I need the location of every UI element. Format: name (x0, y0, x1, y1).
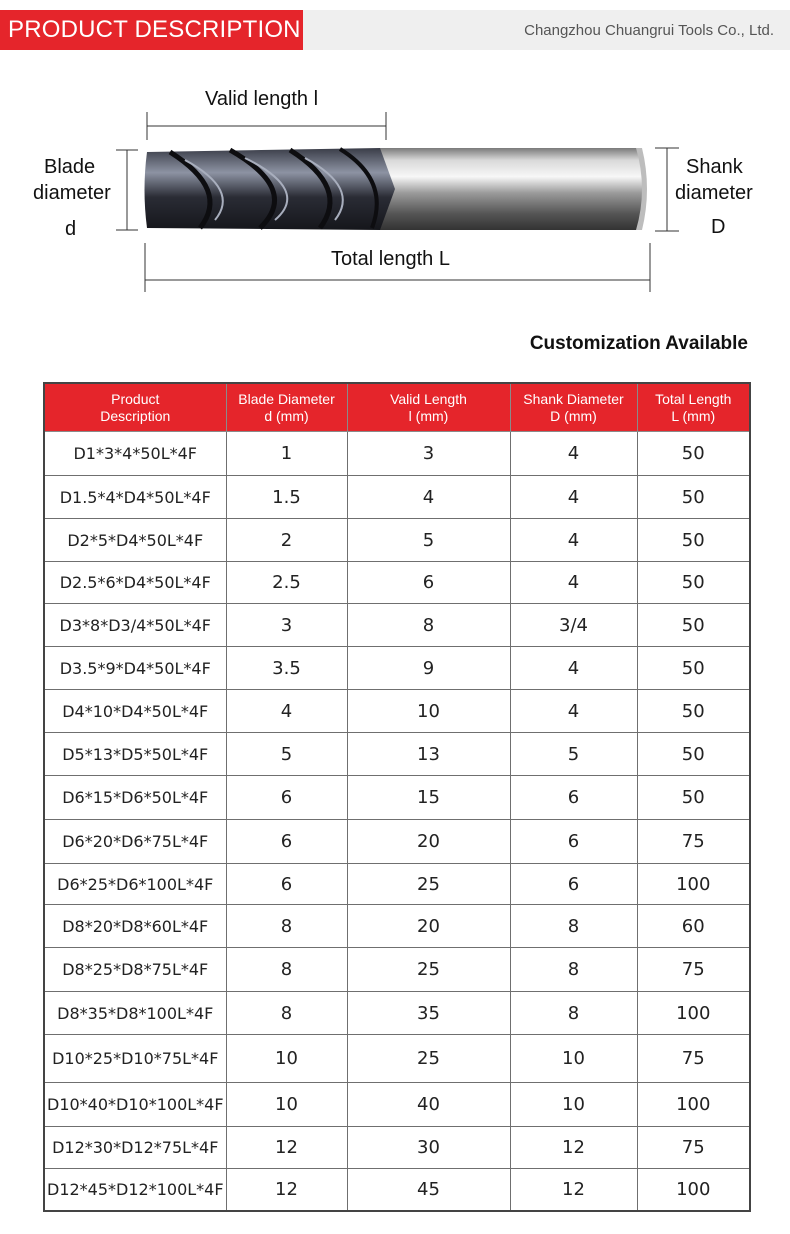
header-shank-diameter (510, 383, 637, 432)
shank-diameter-cell: 8 (510, 948, 637, 992)
blade-label-symbol: d (65, 218, 77, 240)
shank-diameter-cell: 6 (510, 864, 637, 905)
blade-diameter-cell: 10 (226, 1035, 347, 1083)
shank-label-line2: diameter (675, 182, 753, 204)
product-description-cell: D6*15*D6*50L*4F (44, 776, 226, 820)
table-row (44, 562, 750, 604)
shank-diameter-cell: 8 (510, 905, 637, 948)
total-length-cell: 75 (637, 948, 750, 992)
header-line: Total Length (655, 390, 732, 407)
shank-label-symbol: D (711, 216, 726, 238)
shank-diameter-cell: 4 (510, 647, 637, 690)
header-line: Description (100, 407, 171, 424)
blade-diameter-cell: 10 (226, 1083, 347, 1127)
header-bar (0, 10, 790, 50)
header-valid-length (347, 383, 510, 432)
total-length-cell: 50 (637, 647, 750, 690)
blade-diameter-cell: 4 (226, 690, 347, 733)
product-description-cell: D4*10*D4*50L*4F (44, 690, 226, 733)
shank-diameter-cell: 4 (510, 476, 637, 519)
total-length-cell: 75 (637, 1035, 750, 1083)
table-row (44, 1083, 750, 1127)
blade-diameter-cell: 6 (226, 864, 347, 905)
blade-diameter-cell: 8 (226, 992, 347, 1035)
customization-note: Customization Available (529, 333, 748, 354)
table-body (44, 432, 750, 1211)
product-description-cell: D12*30*D12*75L*4F (44, 1127, 226, 1169)
header-line: Blade Diameter (238, 390, 335, 407)
total-length-cell: 100 (637, 992, 750, 1035)
blade-diameter-cell: 3 (226, 604, 347, 647)
header-line: Product (111, 390, 160, 407)
blade-diameter-cell: 8 (226, 948, 347, 992)
table-row (44, 864, 750, 905)
product-description-cell: D2.5*6*D4*50L*4F (44, 562, 226, 604)
table-row (44, 820, 750, 864)
header-line: Valid Length (390, 390, 467, 407)
blade-diameter-cell: 6 (226, 820, 347, 864)
valid-length-cell: 30 (347, 1127, 510, 1169)
valid-length-label: Valid length l (205, 88, 319, 110)
total-length-cell: 100 (637, 1169, 750, 1211)
shank-diameter-cell: 3/4 (510, 604, 637, 647)
header-total-length (637, 383, 750, 432)
header-line: D (mm) (550, 407, 597, 424)
product-description-cell: D8*20*D8*60L*4F (44, 905, 226, 948)
valid-length-cell: 8 (347, 604, 510, 647)
total-length-label: Total length L (331, 248, 450, 270)
valid-length-cell: 35 (347, 992, 510, 1035)
valid-length-cell: 45 (347, 1169, 510, 1211)
valid-length-cell: 40 (347, 1083, 510, 1127)
total-length-cell: 50 (637, 562, 750, 604)
table-row (44, 776, 750, 820)
shank-label-line1: Shank (686, 156, 743, 178)
shank-diameter-cell: 10 (510, 1083, 637, 1127)
total-length-cell: 60 (637, 905, 750, 948)
shank-diameter-cell: 4 (510, 690, 637, 733)
table-header-row (44, 383, 750, 432)
total-length-cell: 50 (637, 733, 750, 776)
table-row (44, 1127, 750, 1169)
table-row (44, 519, 750, 562)
spec-table (43, 382, 751, 1212)
table-row (44, 690, 750, 733)
total-length-cell: 100 (637, 864, 750, 905)
valid-length-cell: 20 (347, 905, 510, 948)
product-description-cell: D6*25*D6*100L*4F (44, 864, 226, 905)
shank-diameter-cell: 6 (510, 820, 637, 864)
shank-diameter-cell: 4 (510, 562, 637, 604)
valid-length-cell: 13 (347, 733, 510, 776)
total-length-cell: 100 (637, 1083, 750, 1127)
product-description-cell: D3.5*9*D4*50L*4F (44, 647, 226, 690)
company-name: Changzhou Chuangrui Tools Co., Ltd. (524, 22, 774, 39)
total-length-cell: 50 (637, 519, 750, 562)
header-line: l (mm) (408, 407, 449, 424)
product-description-cell: D2*5*D4*50L*4F (44, 519, 226, 562)
table-row (44, 476, 750, 519)
total-length-cell: 50 (637, 776, 750, 820)
valid-length-cell: 25 (347, 1035, 510, 1083)
blade-diameter-cell: 6 (226, 776, 347, 820)
valid-length-cell: 20 (347, 820, 510, 864)
valid-length-cell: 5 (347, 519, 510, 562)
product-description-cell: D5*13*D5*50L*4F (44, 733, 226, 776)
header-line: L (mm) (671, 407, 716, 424)
valid-length-cell: 6 (347, 562, 510, 604)
blade-diameter-cell: 5 (226, 733, 347, 776)
product-description-cell: D10*25*D10*75L*4F (44, 1035, 226, 1083)
valid-length-cell: 3 (347, 432, 510, 476)
valid-length-cell: 10 (347, 690, 510, 733)
valid-length-cell: 25 (347, 948, 510, 992)
blade-diameter-cell: 1.5 (226, 476, 347, 519)
blade-label-line2: diameter (33, 182, 111, 204)
blade-diameter-cell: 8 (226, 905, 347, 948)
blade-diameter-cell: 12 (226, 1169, 347, 1211)
table-row (44, 905, 750, 948)
header-blade-diameter (226, 383, 347, 432)
table-row (44, 1169, 750, 1211)
header-line: d (mm) (264, 407, 309, 424)
total-length-cell: 75 (637, 820, 750, 864)
product-description-cell: D6*20*D6*75L*4F (44, 820, 226, 864)
valid-length-cell: 15 (347, 776, 510, 820)
valid-length-cell: 25 (347, 864, 510, 905)
shank-diameter-cell: 8 (510, 992, 637, 1035)
product-description-cell: D8*35*D8*100L*4F (44, 992, 226, 1035)
shank-diameter-cell: 12 (510, 1169, 637, 1211)
shank-diameter-cell: 5 (510, 733, 637, 776)
end-mill-diagram (0, 60, 790, 310)
table-row (44, 432, 750, 476)
total-length-cell: 75 (637, 1127, 750, 1169)
table-row (44, 992, 750, 1035)
total-length-cell: 50 (637, 432, 750, 476)
total-length-cell: 50 (637, 604, 750, 647)
shank-diameter-cell: 12 (510, 1127, 637, 1169)
blade-diameter-cell: 3.5 (226, 647, 347, 690)
product-description-cell: D12*45*D12*100L*4F (44, 1169, 226, 1211)
table-row (44, 604, 750, 647)
end-mill-drawing (0, 60, 790, 310)
shank-diameter-cell: 10 (510, 1035, 637, 1083)
valid-length-cell: 4 (347, 476, 510, 519)
table-row (44, 733, 750, 776)
page-title: PRODUCT DESCRIPTION (0, 10, 303, 50)
header-line: Shank Diameter (523, 390, 624, 407)
blade-diameter-cell: 2.5 (226, 562, 347, 604)
shank-diameter-cell: 4 (510, 432, 637, 476)
shank-diameter-cell: 4 (510, 519, 637, 562)
product-description-cell: D10*40*D10*100L*4F (44, 1083, 226, 1127)
valid-length-cell: 9 (347, 647, 510, 690)
product-description-cell: D3*8*D3/4*50L*4F (44, 604, 226, 647)
product-description-cell: D1*3*4*50L*4F (44, 432, 226, 476)
table-row (44, 1035, 750, 1083)
blade-diameter-cell: 12 (226, 1127, 347, 1169)
total-length-cell: 50 (637, 476, 750, 519)
blade-diameter-cell: 1 (226, 432, 347, 476)
header-product-description (44, 383, 226, 432)
blade-diameter-cell: 2 (226, 519, 347, 562)
product-description-cell: D1.5*4*D4*50L*4F (44, 476, 226, 519)
table-row (44, 647, 750, 690)
table-row (44, 948, 750, 992)
blade-label-line1: Blade (44, 156, 96, 178)
product-description-cell: D8*25*D8*75L*4F (44, 948, 226, 992)
total-length-cell: 50 (637, 690, 750, 733)
shank-diameter-cell: 6 (510, 776, 637, 820)
